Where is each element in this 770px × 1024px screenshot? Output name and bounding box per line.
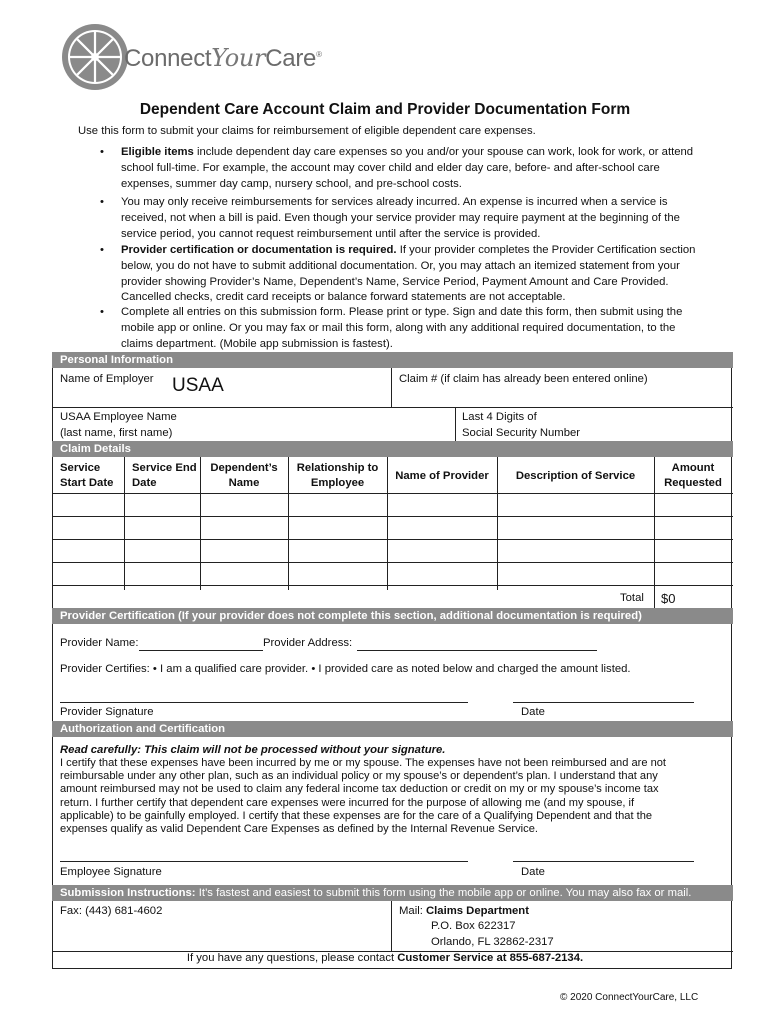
ssn-label: Last 4 Digits of Social Security Number bbox=[462, 411, 581, 439]
col-service-start-date: Service Start Date bbox=[60, 462, 114, 489]
page-title: Dependent Care Account Claim and Provider Documentation Form bbox=[139, 101, 631, 118]
provider-date-label: Date bbox=[521, 706, 545, 718]
employee-signature-line[interactable] bbox=[60, 861, 468, 862]
provider-date-line[interactable] bbox=[513, 702, 694, 703]
col-name-of-provider: Name of Provider bbox=[395, 470, 489, 482]
employee-date-label: Date bbox=[521, 866, 545, 878]
total-label: Total bbox=[620, 592, 644, 604]
bullet-provider-certification: Provider certification or documentation is required. If your provider completes the Provider Certification section below, you do not have to submit additional documentation. Or, you may attach an itemized statement from your provider showing Provider’s Name, Dependent’s Name, Service Period, Payment Amount and Care Provided. Cancelled checks, credit card receipts or balance forward statements are not acceptable. bbox=[121, 244, 696, 304]
provider-name-label: Provider Name: bbox=[60, 637, 139, 649]
customer-service-text: If you have any questions, please contact Customer Service at 855-687-2134. bbox=[186, 952, 584, 964]
provider-name-field[interactable] bbox=[139, 650, 263, 651]
authorization-text: I certify that these expenses have been incurred by me or my spouse. The expenses have not been reimbursed and are not reimbursable under any other plan, such as an individual policy or my spouse’s or dependent’s plan. I understand that any amount reimbursed may not be used to claim any federal income tax deduction or credit on my or my spouse’s income tax return. I further certify that dependent care expenses were incurred for the purpose of allowing me (and my spouse, if applicable) to be gainfully employed. I certify that these expenses are for the care of a Qualifying Dependent and that the expenses qualify as valid Dependent Care Expenses as defined by the Internal Revenue Service. bbox=[60, 757, 666, 836]
col-relationship: Relationship to Employee bbox=[296, 462, 379, 489]
col-amount-requested: Amount Requested bbox=[664, 462, 722, 489]
col-dependent-name: Dependent’s Name bbox=[210, 462, 278, 489]
section-personal-information: Personal Information bbox=[52, 352, 733, 368]
bullet-icon: • bbox=[100, 244, 104, 256]
col-description-of-service: Description of Service bbox=[515, 470, 636, 482]
fax-number: Fax: (443) 681-4602 bbox=[60, 905, 163, 917]
mail-address-line-1: Mail: Claims Department bbox=[399, 905, 529, 917]
employee-name-label: USAA Employee Name (last name, first name) bbox=[60, 411, 177, 439]
employee-signature-label: Employee Signature bbox=[60, 866, 162, 878]
employer-label: Name of Employer bbox=[60, 373, 154, 385]
total-value[interactable]: $0 bbox=[661, 591, 676, 606]
col-service-end-date: Service End Date bbox=[132, 462, 197, 489]
brand-wordmark: ConnectYourCare® bbox=[124, 44, 322, 72]
bullet-icon: • bbox=[100, 146, 104, 158]
provider-address-field[interactable] bbox=[357, 650, 597, 651]
employee-date-line[interactable] bbox=[513, 861, 694, 862]
section-claim-details: Claim Details bbox=[52, 441, 733, 457]
bullet-incurred: You may only receive reimbursements for services already incurred. An expense is incurred when a service is received, not when a bill is paid. Even though your service provider may require payment at the beginning of the service period, you cannot request reimbursement until after the service is provided. bbox=[121, 196, 680, 240]
provider-certifies-text: Provider Certifies: • I am a qualified care provider. • I provided care as noted below and charged the amount listed. bbox=[60, 663, 631, 675]
mail-address-line-3: Orlando, FL 32862-2317 bbox=[431, 936, 554, 948]
provider-address-label: Provider Address: bbox=[263, 637, 353, 649]
section-submission-instructions: Submission Instructions: It’s fastest and easiest to submit this form using the mobile app or online. You may also fax or mail. bbox=[52, 885, 733, 901]
bullet-icon: • bbox=[100, 196, 104, 208]
section-authorization: Authorization and Certification bbox=[52, 721, 733, 737]
bullet-complete-entries: Complete all entries on this submission form. Please print or type. Sign and date this form, then submit using the mobile app or online. Or you may fax or mail this form, along with any additional required documentation, to the claims department. (Mobile app submission is fastest). bbox=[121, 306, 683, 350]
authorization-warning: Read carefully: This claim will not be processed without your signature. bbox=[60, 744, 446, 756]
claim-number-label: Claim # (if claim has already been entered online) bbox=[399, 373, 648, 385]
provider-signature-line[interactable] bbox=[60, 702, 468, 703]
intro-text: Use this form to submit your claims for reimbursement of eligible dependent care expenses. bbox=[78, 125, 536, 137]
bullet-eligible-items: Eligible items include dependent day care expenses so you and/or your spouse can work, look for work, or attend school full-time. For example, the account may cover child and elder day care, before- and after-school care expenses, summer day camp, nursery school, and pre-school costs. bbox=[121, 146, 694, 190]
copyright-footer: © 2020 ConnectYourCare, LLC bbox=[560, 992, 699, 1003]
section-provider-certification: Provider Certification (If your provider does not complete this section, additional documentation is required) bbox=[52, 608, 733, 624]
bullet-icon: • bbox=[100, 306, 104, 318]
connectyourcare-logo-icon bbox=[60, 22, 130, 92]
mail-address-line-2: P.O. Box 622317 bbox=[431, 920, 516, 932]
employer-field[interactable]: USAA bbox=[172, 375, 224, 396]
provider-signature-label: Provider Signature bbox=[60, 706, 154, 718]
